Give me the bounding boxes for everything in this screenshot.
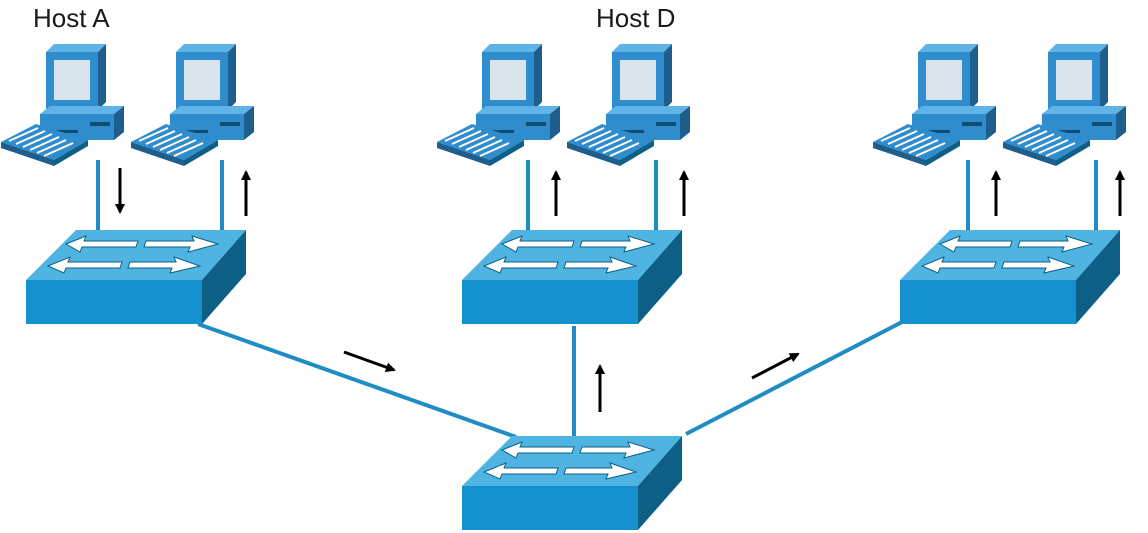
flow-arrow-icon <box>752 354 798 378</box>
workstation-icon[interactable] <box>1003 44 1126 166</box>
workstation-icon[interactable] <box>1 44 124 166</box>
flow-arrow-icon <box>344 352 394 370</box>
links <box>198 322 902 437</box>
link-left-core <box>198 324 516 437</box>
workstation-icon[interactable] <box>567 44 690 166</box>
workstation-icon[interactable] <box>131 44 254 166</box>
workstation-icon[interactable] <box>873 44 996 166</box>
switch-icon[interactable] <box>462 230 682 324</box>
switch-icon[interactable] <box>900 230 1120 324</box>
workstation-icon[interactable] <box>437 44 560 166</box>
link-right-core <box>686 322 902 434</box>
switch-icon[interactable] <box>26 230 246 324</box>
host-a-label: Host A <box>33 3 110 33</box>
host-d-label: Host D <box>596 3 676 33</box>
switch-icon[interactable] <box>462 436 682 530</box>
host-links <box>98 160 1096 232</box>
